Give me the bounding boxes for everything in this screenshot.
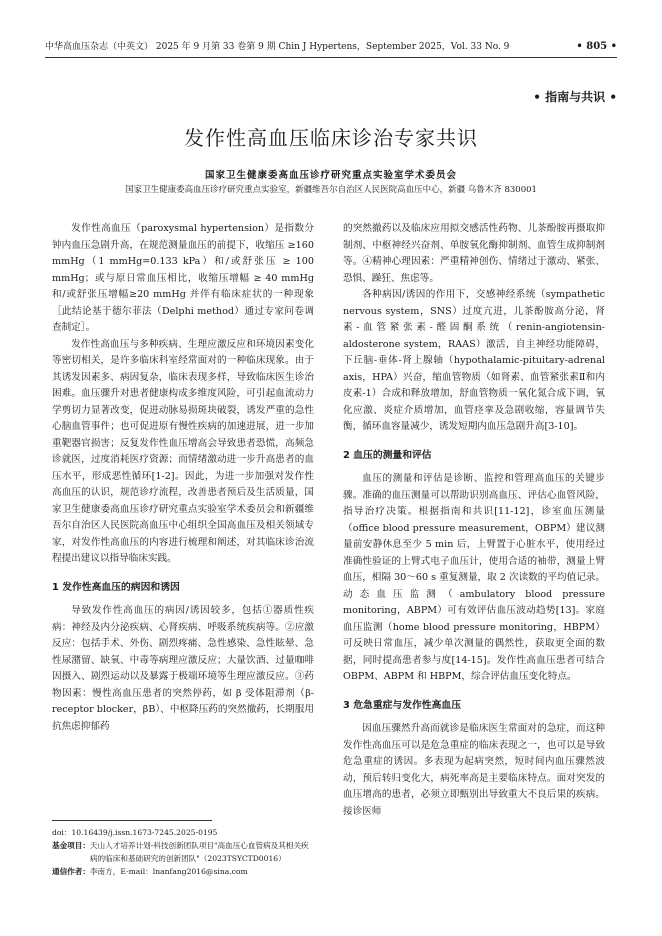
- affiliation: 国家卫生健康委高血压诊疗研究重点实验室，新疆维吾尔自治区人民医院高血压中心，新疆 乌鲁木齐 830001: [125, 185, 537, 195]
- contact-label: 通信作者：: [52, 867, 90, 876]
- section-heading-1: 1 发作性高血压的病因和诱因: [52, 581, 180, 593]
- running-header: [45, 40, 617, 54]
- contact-text: 李南方，E-mail：lnanfang2016@sina.com: [89, 867, 248, 876]
- section-3-paragraph: 因血压骤然升高而就诊是临床医生常面对的急症，而这种发作性高血压可以是危急重症的临床表现之一，也可以是导致危急重症的诱因。多表现为起病突然，短时间内血压骤然波动，预后转归变化大，病死率高是主要临床特点。面对突发的血压增高的患者，必须立即甄别出导致重大不良后果的疾病。接诊医师: [343, 723, 605, 817]
- section-2-paragraph: 血压的测量和评估是诊断、监控和管理高血压的关键步骤。准确的血压测量可以帮助识别高血压、评估心血管风险，指导治疗决策。根据指南和共识[11-12]，诊室血压测量（office blood pressure measurement，OBPM）建议测量前安静休息至少 5 min 后，上臂置于心脏水平，使用经过准确性验证的上臂式电子血压计，使用合适的袖带，测量上臂血压，相隔 30～60 s 重复测量，取 2 次读数的平均值记录。动态血压监测（ambulatory blood pressure monitoring，ABPM）可有效评估血压波动趋势[13]。家庭血压监测（home blood pressure monitoring，HBPM）可反映日常血压，减少单次测量的偶然性，获取更全面的数据，同时提高患者参与度[14-15]。发作性高血压患者可结合 OBPM、ABPM 和 HBPM，综合评估血压变化特点。: [343, 473, 605, 682]
- fund-text: 天山人才培养计划-科技创新团队项目"高血压心血管病及其相关疾病的临床和基础研究的创新团队"（2023TSYCTD0016）: [89, 841, 309, 863]
- section-heading-2: 2 血压的测量和评估: [343, 449, 432, 461]
- intro-paragraph-1: 发作性高血压（paroxysmal hypertension）是指数分钟内血压急剧升高，在规范测量血压的前提下，收缩压 ≥160 mmHg（1 mmHg=0.133 kPa）和/或舒张压 ≥ 100 mmHg；或与原日常血压相比，收缩压增幅 ≥ 40 mmHg 和/或舒张压增幅≥20 mmHg 并伴有临床症状的一种现象［此结论基于德尔菲法（Delphi method）通过专家问卷调查制定］。: [52, 223, 314, 333]
- intro-paragraph-2: 发作性高血压与多种疾病、生理应激反应和环境因素变化等密切相关，是许多临床科室经常面对的一种临床现象。由于其诱发因素多、病因复杂，临床表现多样，导致临床医生诊治困难。血压骤升对患者健康构成多维度风险，可引起血流动力学剪切力显著改变，促进动脉易损斑块破裂，诱发严重的急性心脑血管事件；也可促进原有慢性疾病的加速进展，进一步加重靶器官损害；反复发作性血压增高会导致患者恐慌，高频急诊就医，过度消耗医疗资源；而情绪激动进一步升高患者的血压水平，形成恶性循环[1-2]。因此，为进一步加强对发作性高血压的认识，规范诊疗流程，改善患者预后及生活质量，国家卫生健康委高血压诊疗研究重点实验室学术委员会和新疆维吾尔自治区人民医院高血压中心组织全国高血压及相关领域专家，对发作性高血压的内容进行梳理和阐述，对其临床诊治流程提出建议以指导临床实践。: [52, 338, 314, 564]
- doi: doi：10.16439/j.issn.1673-7245.2025-0195: [52, 828, 218, 837]
- page-number: • 805 •: [576, 41, 617, 52]
- fund-label: 基金项目：: [52, 841, 90, 850]
- section-1-paragraph: 导致发作性高血压的病因/诱因较多，包括①器质性疾病：神经及内分泌疾病、心肾疾病、呼吸系统疾病等。②应激反应：包括手术、外伤、剧烈疼痛、急性感染、急性眩晕、急性尿潴留、缺氧、中毒等病理应激反应；大量饮酒、过量咖啡因摄入、剧烈运动以及暴露于极端环境等生理应激反应。③药物因素：慢性高血压患者的突然停药，如 β 受体阻滞剂（β-receptor blocker，βB）、中枢降压药的突然撤药，长期服用抗焦虑抑郁药: [52, 605, 314, 732]
- contact-row: [52, 865, 314, 878]
- section-heading-3: 3 危急重症与发作性高血压: [343, 699, 461, 711]
- author-committee: 国家卫生健康委高血压诊疗研究重点实验室学术委员会: [204, 170, 457, 181]
- section-label: • 指南与共识 •: [533, 90, 617, 104]
- left-column: [52, 221, 314, 735]
- footnote: [52, 826, 314, 878]
- footnote-divider: [52, 820, 212, 821]
- journal-info: 中华高血压杂志（中英文） 2025 年 9 月第 33 卷第 9 期 Chin J Hypertens，September 2025，Vol. 33 No. 9: [45, 42, 510, 52]
- header-divider: [45, 57, 617, 58]
- fund-row: [52, 839, 314, 865]
- article-title: 发作性高血压临床诊治专家共识: [184, 126, 478, 150]
- mechanism-paragraph: 各种病因/诱因的作用下，交感神经系统（sympathetic nervous system，SNS）过度亢进，儿茶酚胺高分泌，肾素-血管紧张素-醛固酮系统（renin-angiotensin-aldosterone system，RAAS）激活，自主神经功能障碍，下丘脑-垂体-肾上腺轴（hypothalamic-pituitary-adrenal axis，HPA）兴奋，缩血管物质（如肾素、血管紧张素Ⅱ和内皮素-1）合成和释放增加，舒血管物质一氧化氮合成下调，氧化应激、炎症介质增加，血管痉挛及急剧收缩，容量调节失衡，循环血容量减少，诱发短期内血压急剧升高[3-10]。: [343, 289, 605, 432]
- right-column: [343, 221, 605, 820]
- section-1-continued: 的突然撤药以及临床应用拟交感活性药物、儿茶酚胺再摄取抑制剂、中枢神经兴奋剂、单胺氧化酶抑制剂、血管生成抑制剂等。④精神心理因素：严重精神创伤、情绪过于激动、紧张、恐惧、躁狂、焦虑等。: [343, 223, 605, 284]
